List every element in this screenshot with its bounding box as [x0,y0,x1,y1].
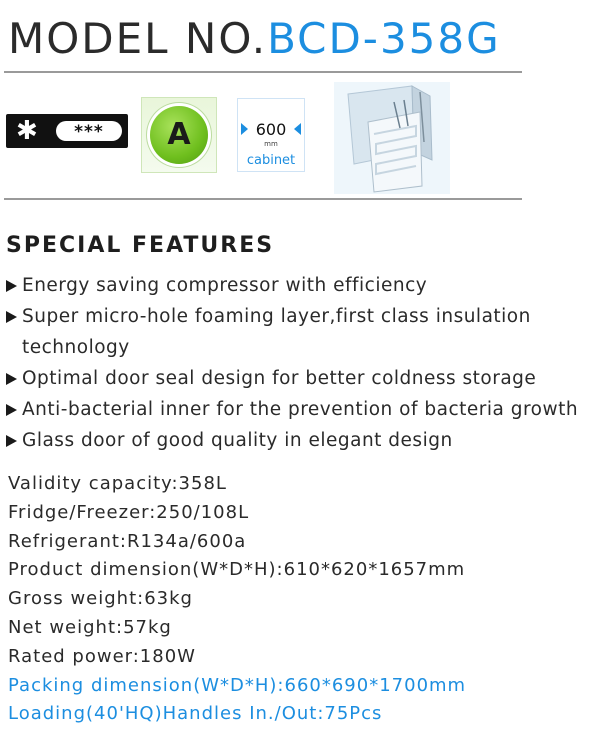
cabinet-width-badge [237,98,305,172]
energy-class-letter: A [167,117,191,152]
feature-item: Optimal door seal design for better coldness storage [4,363,608,394]
spec-packing-dimension: Packing dimension(W*D*H):660*690*1700mm [8,674,467,696]
star-rating: *** [56,121,122,141]
energy-circle-icon [150,106,208,164]
feature-item: Anti-bacterial inner for the prevention of bacteria growth [4,394,608,425]
spec-rated-power: Rated power:180W [8,645,196,667]
bullet-icon [6,435,17,447]
special-features-heading: SPECIAL FEATURES [6,233,275,258]
snowflake-icon: ✱ [16,116,38,146]
feature-item: Super micro-hole foaming layer,first class insulation technology [4,301,608,363]
energy-class-badge [141,97,217,173]
model-title [8,14,501,64]
cabinet-label: cabinet [246,153,296,168]
freezer-star-rating-badge [6,114,128,148]
cabinet-unit: mm [264,140,278,148]
bullet-icon [6,280,17,292]
spec-capacity: Validity capacity:358L [8,473,227,494]
bullet-icon [6,373,17,385]
spec-product-dimension: Product dimension(W*D*H):610*620*1657mm [8,559,466,581]
model-prefix: MODEL NO. [8,14,268,63]
spec-net-weight: Net weight:57kg [8,616,172,638]
cabinet-width: 600 [255,120,287,139]
spec-fridge-freezer: Fridge/Freezer:250/108L [8,501,250,523]
feature-item: Energy saving compressor with efficiency [4,270,608,301]
spec-gross-weight: Gross weight:63kg [8,588,193,610]
top-divider [4,71,522,73]
evaporator-product-image [334,82,450,194]
bullet-icon [6,404,17,416]
features-list [4,270,608,456]
specifications-list [8,470,608,729]
spec-loading: Loading(40'HQ)Handles In./Out:75Pcs [8,703,383,725]
model-number: BCD-358G [267,14,501,63]
bottom-divider [4,198,522,200]
bullet-icon [6,311,17,323]
feature-item: Glass door of good quality in elegant design [4,425,608,456]
spec-refrigerant: Refrigerant:R134a/600a [8,530,247,552]
